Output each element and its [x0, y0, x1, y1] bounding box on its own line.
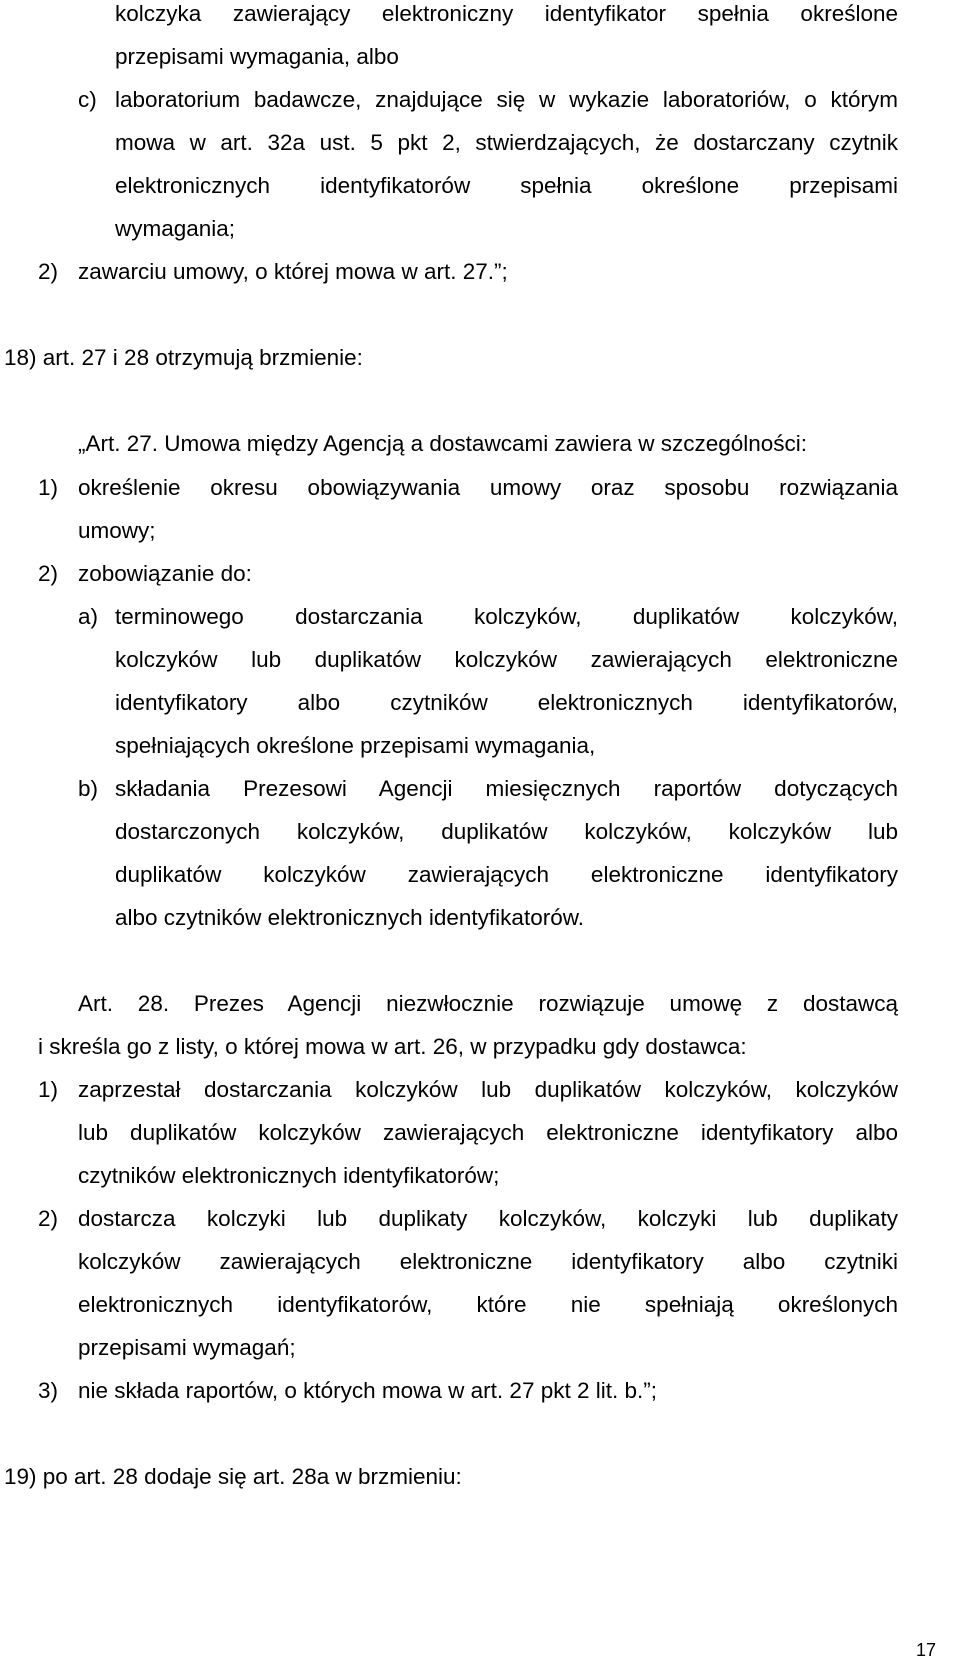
body-line: elektronicznych identyfikatorów, które nie spełniają określonych [78, 1292, 898, 1317]
body-line: albo czytników elektronicznych identyfikatorów. [115, 905, 584, 930]
list-marker: c) [78, 87, 97, 112]
list-marker: a) [78, 604, 99, 629]
article-27-intro: „Art. 27. Umowa między Agencją a dostawcami zawiera w szczególności: [78, 431, 808, 456]
amendment-point-18: 18) art. 27 i 28 otrzymują brzmienie: [4, 345, 363, 370]
list-marker: 2) [38, 1206, 59, 1231]
body-line: mowa w art. 32a ust. 5 pkt 2, stwierdzających, że dostarczany czytnik [115, 130, 898, 155]
body-line: nie składa raportów, o których mowa w art. 27 pkt 2 lit. b.”; [78, 1378, 658, 1403]
body-line: elektronicznych identyfikatorów spełnia określone przepisami [115, 173, 898, 198]
body-line: spełniających określone przepisami wymagania, [115, 733, 596, 758]
body-line: i skreśla go z listy, o której mowa w art. 26, w przypadku gdy dostawca: [38, 1034, 747, 1059]
body-line: identyfikatory albo czytników elektronicznych identyfikatorów, [115, 690, 898, 715]
list-marker: 3) [38, 1378, 59, 1403]
body-line: lub duplikatów kolczyków zawierających elektroniczne identyfikatory albo [78, 1120, 898, 1145]
page-number: 17 [915, 1640, 936, 1660]
list-marker: 1) [38, 1077, 59, 1102]
body-line: laboratorium badawcze, znajdujące się w wykazie laboratoriów, o którym [115, 87, 898, 112]
body-line: kolczyków lub duplikatów kolczyków zawierających elektroniczne [115, 647, 898, 672]
article-28-intro: Art. 28. Prezes Agencji niezwłocznie rozwiązuje umowę z dostawcą [78, 991, 898, 1016]
body-line: zobowiązanie do: [78, 561, 252, 586]
body-line: przepisami wymagań; [78, 1335, 296, 1360]
body-line: zawarciu umowy, o której mowa w art. 27.”; [78, 259, 508, 284]
body-line: kolczyka zawierający elektroniczny identyfikator spełnia określone [115, 1, 898, 26]
amendment-point-19: 19) po art. 28 dodaje się art. 28a w brzmieniu: [4, 1464, 462, 1489]
body-line: czytników elektronicznych identyfikatorów; [78, 1163, 500, 1188]
list-marker: 2) [38, 561, 59, 586]
body-line: określenie okresu obowiązywania umowy oraz sposobu rozwiązania [78, 475, 898, 500]
body-line: terminowego dostarczania kolczyków, duplikatów kolczyków, [115, 604, 898, 629]
list-marker: b) [78, 776, 99, 801]
body-line: duplikatów kolczyków zawierających elektroniczne identyfikatory [115, 862, 898, 887]
body-line: dostarczonych kolczyków, duplikatów kolczyków, kolczyków lub [115, 819, 898, 844]
list-marker: 2) [38, 259, 59, 284]
body-line: umowy; [78, 518, 156, 543]
list-marker: 1) [38, 475, 59, 500]
body-line: kolczyków zawierających elektroniczne identyfikatory albo czytniki [78, 1249, 898, 1274]
body-line: zaprzestał dostarczania kolczyków lub duplikatów kolczyków, kolczyków [78, 1077, 898, 1102]
body-line: przepisami wymagania, albo [115, 44, 399, 69]
body-line: dostarcza kolczyki lub duplikaty kolczyków, kolczyki lub duplikaty [78, 1206, 898, 1231]
body-line: wymagania; [115, 216, 236, 241]
body-line: składania Prezesowi Agencji miesięcznych raportów dotyczących [115, 776, 898, 801]
